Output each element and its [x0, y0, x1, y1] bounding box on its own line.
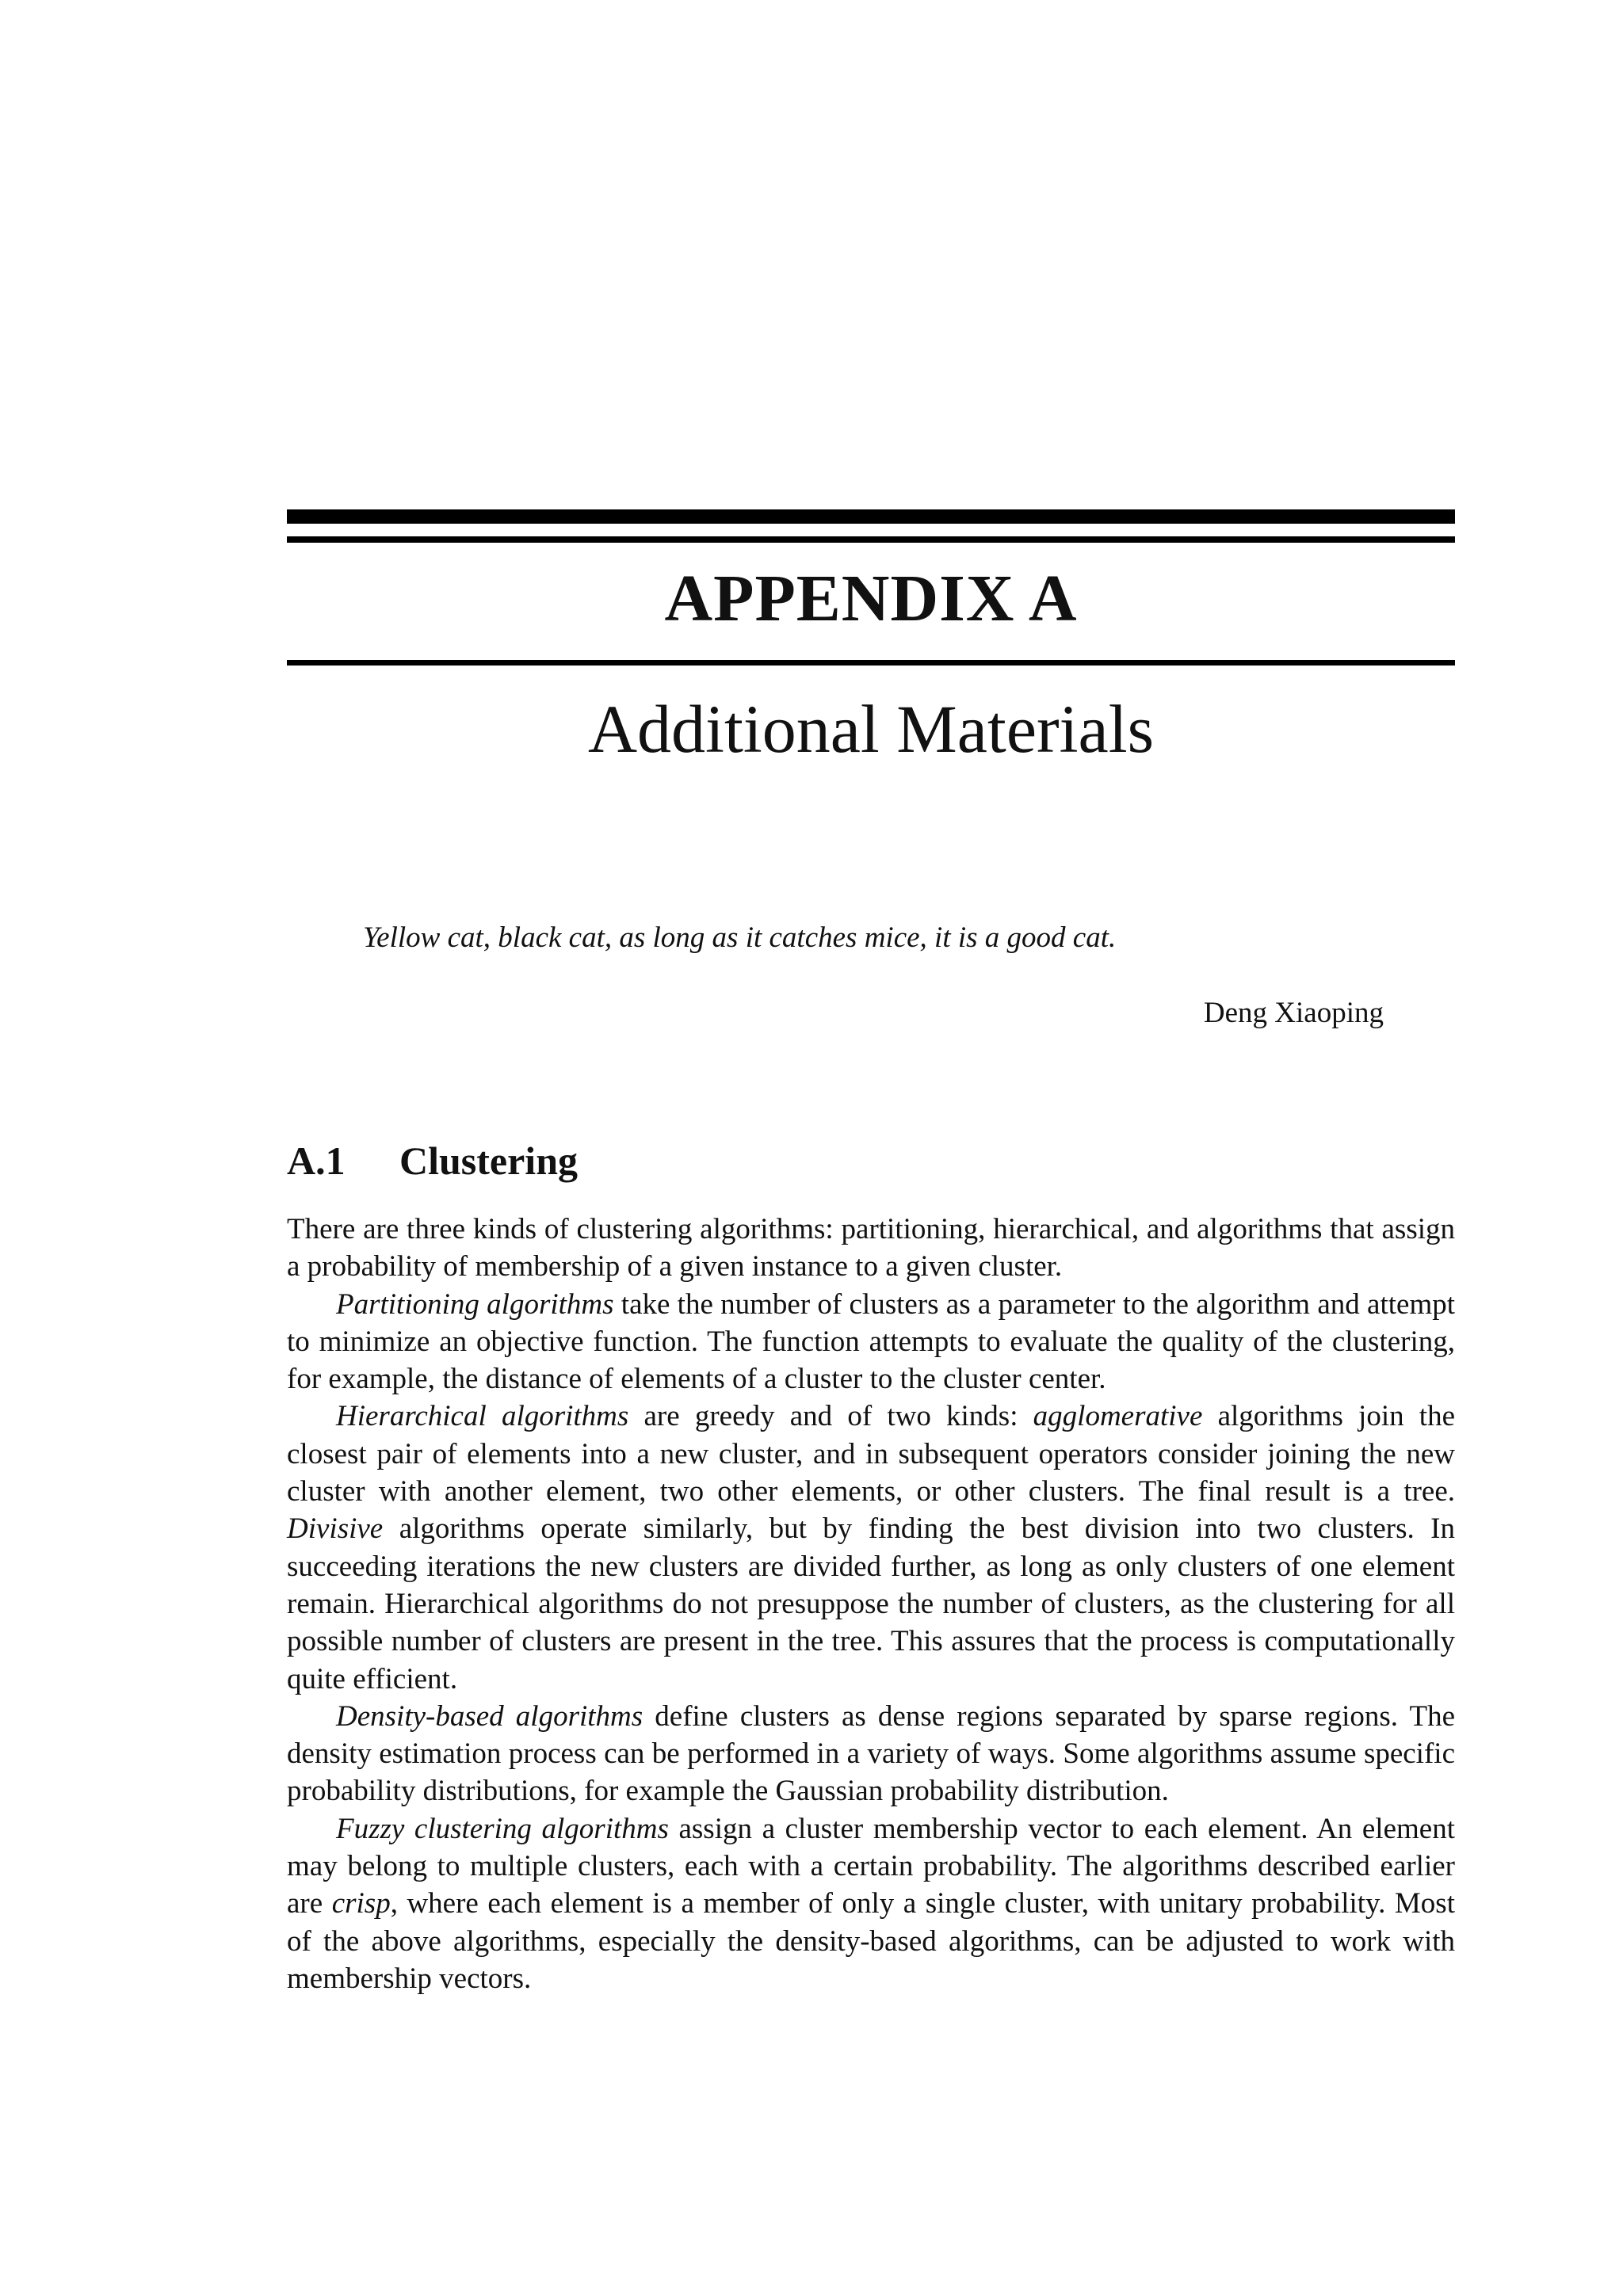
- chapter-title: Additional Materials: [587, 691, 1155, 767]
- top-thin-rule: [287, 536, 1455, 543]
- paragraph-text: algorithms join the closest pair of elements into a new cluster, and in subsequent operators consider joining the new cluster with another element, two other elements, or other clusters. The final result is a tree.: [287, 1400, 1455, 1508]
- term-divisive: Divisive: [287, 1512, 384, 1546]
- section-title: Clustering: [399, 1138, 578, 1183]
- section-number: A.1: [287, 1138, 346, 1183]
- paragraph-fuzzy: [287, 1810, 1455, 1997]
- paragraph-text: , where each element is a member of only a single cluster, with unitary probability. Most of the above algorithms, especially the density-based algorithms, can be adjusted to work with membership vectors.: [287, 1887, 1455, 1995]
- epigraph-author: Deng Xiaoping: [1203, 997, 1384, 1029]
- paragraph-text: take the number of clusters as a parameter to the algorithm and attempt to minimize an objective function. The function attempts to evaluate the quality of the clustering, for example, the distance of elements of a cluster to the cluster center.: [287, 1287, 1456, 1396]
- top-thick-rule: [287, 509, 1455, 524]
- term-hierarchical: Hierarchical algorithms: [336, 1400, 629, 1433]
- paragraph-hierarchical: [287, 1398, 1455, 1697]
- paragraph-partitioning: [287, 1286, 1455, 1398]
- paragraph-text: assign a cluster membership vector to each element. An element may belong to multiple clusters, each with a certain probability. The algorithms described earlier are: [287, 1812, 1455, 1920]
- paragraph-density: [287, 1698, 1455, 1810]
- paragraph-text: define clusters as dense regions separated by sparse regions. The density estimation process can be performed in a variety of ways. Some algorithms assume specific probability distributions, for example the Gaussian probability distribution.: [287, 1699, 1456, 1808]
- title-divider-rule: [287, 660, 1455, 666]
- section-heading: [287, 1133, 578, 1188]
- paragraph-text: are greedy and of two kinds:: [628, 1400, 1033, 1433]
- term-partitioning: Partitioning algorithms: [336, 1287, 614, 1321]
- paragraph-intro: [287, 1211, 1455, 1286]
- term-crisp: crisp: [331, 1887, 391, 1920]
- body-text: [287, 1211, 1455, 1997]
- paragraph-text: There are three kinds of clustering algorithms: partitioning, hierarchical, and algorithms that assign a probability of membership of a given instance to a given cluster.: [287, 1213, 1455, 1283]
- term-agglomerative: agglomerative: [1033, 1400, 1203, 1433]
- paragraph-text: algorithms operate similarly, but by finding the best division into two clusters. In succeeding iterations the new clusters are divided further, as long as only clusters of one element remain. Hierarchical algorithms do not presuppose the number of clusters, as the clustering for all possible number of clusters are present in the tree. This assures that the process is computationally quite efficient.: [287, 1512, 1455, 1695]
- term-density-based: Density-based algorithms: [336, 1699, 643, 1733]
- appendix-label: APPENDIX A: [664, 562, 1078, 635]
- term-fuzzy: Fuzzy clustering algorithms: [336, 1812, 669, 1845]
- epigraph-quote: Yellow cat, black cat, as long as it catches mice, it is a good cat.: [363, 921, 1117, 954]
